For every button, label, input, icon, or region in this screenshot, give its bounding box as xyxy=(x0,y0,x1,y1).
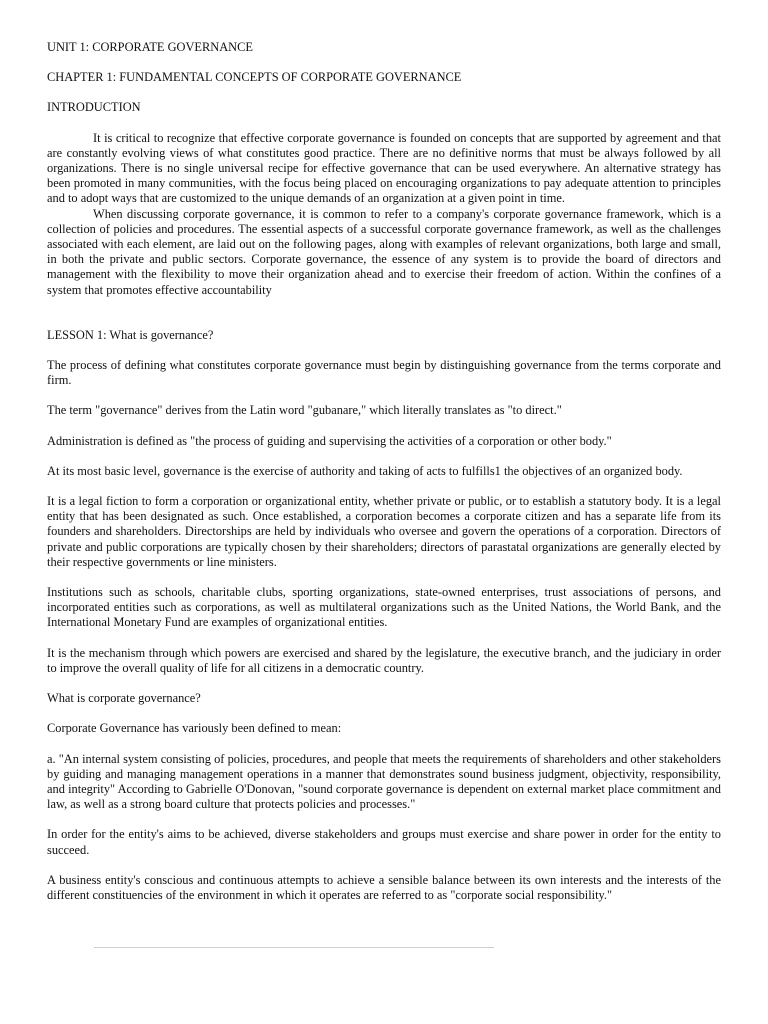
lesson-paragraph: A business entity's conscious and continuous attempts to achieve a sensible balance between its own interests and the interests of the different constituencies of the environment in which it operates are referred to as "corporate social responsibility." xyxy=(47,872,721,902)
lesson-paragraph: It is a legal fiction to form a corporation or organizational entity, whether private or public, or to establish a statutory body. It is a legal entity that has been designated as such. Once established, a corporation becomes a corporate citizen and has a separate life from its founders and shareholders. Directorships are held by individuals who oversee and govern the operations of a corporation. Directors of private and public corporations are typically chosen by their shareholders; directors of parastatal organizations are generally elected by their respective governments or line ministers. xyxy=(47,494,721,569)
lesson-heading: LESSON 1: What is governance? xyxy=(47,327,214,342)
lesson-paragraph: The term "governance" derives from the Latin word "gubanare," which literally translates as "to direct." xyxy=(47,403,562,418)
lesson-paragraph: Administration is defined as "the process of guiding and supervising the activities of a corporation or other body." xyxy=(47,433,612,448)
page-divider xyxy=(94,947,494,948)
subheading-corporate-governance: What is corporate governance? xyxy=(47,691,201,706)
lesson-paragraph: The process of defining what constitutes corporate governance must begin by distinguishing governance from the terms corporate and firm. xyxy=(47,358,721,388)
lesson-paragraph: Institutions such as schools, charitable clubs, sporting organizations, state-owned enterprises, trust associations of persons, and incorporated entities such as corporations, as well as multilateral organizations such as the United Nations, the World Bank, and the International Monetary Fund are examples of organizational entities. xyxy=(47,585,721,630)
intro-heading: INTRODUCTION xyxy=(47,100,141,115)
intro-paragraph-2: When discussing corporate governance, it is common to refer to a company's corporate governance framework, which is a collection of policies and procedures. The essential aspects of a successful corporate governance framework, as well as the challenges associated with each element, are laid out on the following pages, along with examples of relevant organizations, both large and small, in both the private and public sectors. Corporate governance, the essence of any system is to provide the board of directors and management with the flexibility to move their organization ahead and to exercise their freedom of action. Within the confines of a system that promotes effective accountability xyxy=(47,206,721,297)
lesson-paragraph: It is the mechanism through which powers are exercised and shared by the legislature, the executive branch, and the judiciary in order to improve the overall quality of life for all citizens in a democratic country. xyxy=(47,645,721,675)
lesson-paragraph: In order for the entity's aims to be achieved, diverse stakeholders and groups must exercise and share power in order for the entity to succeed. xyxy=(47,827,721,857)
chapter-title: CHAPTER 1: FUNDAMENTAL CONCEPTS OF CORPORATE GOVERNANCE xyxy=(47,70,462,85)
definitions-intro: Corporate Governance has variously been defined to mean: xyxy=(47,721,342,736)
definition-a: a. "An internal system consisting of policies, procedures, and people that meets the requirements of shareholders and other stakeholders by guiding and managing management operations in a manner that demonstrates sound business judgment, objectivity, responsibility, and integrity" According to Gabrielle O'Donovan, "sound corporate governance is dependent on external market place commitment and law, as well as a strong board culture that protects policies and processes." xyxy=(47,751,721,812)
unit-title: UNIT 1: CORPORATE GOVERNANCE xyxy=(47,40,253,54)
lesson-paragraph: At its most basic level, governance is the exercise of authority and taking of acts to fulfills1 the objectives of an organized body. xyxy=(47,463,683,478)
intro-paragraph-1: It is critical to recognize that effective corporate governance is founded on concepts that are supported by agreement and that are constantly evolving views of what constitutes good practice. There are no definitive norms that must be always followed by all organizations. There is no single universal recipe for effective governance that can be used everywhere. An alternative strategy has been promoted in many communities, with the focus being placed on encouraging organizations to pay adequate attention to principles and to adopt ways that are customized to the unique demands of an organization at a given point in time. xyxy=(47,130,721,206)
